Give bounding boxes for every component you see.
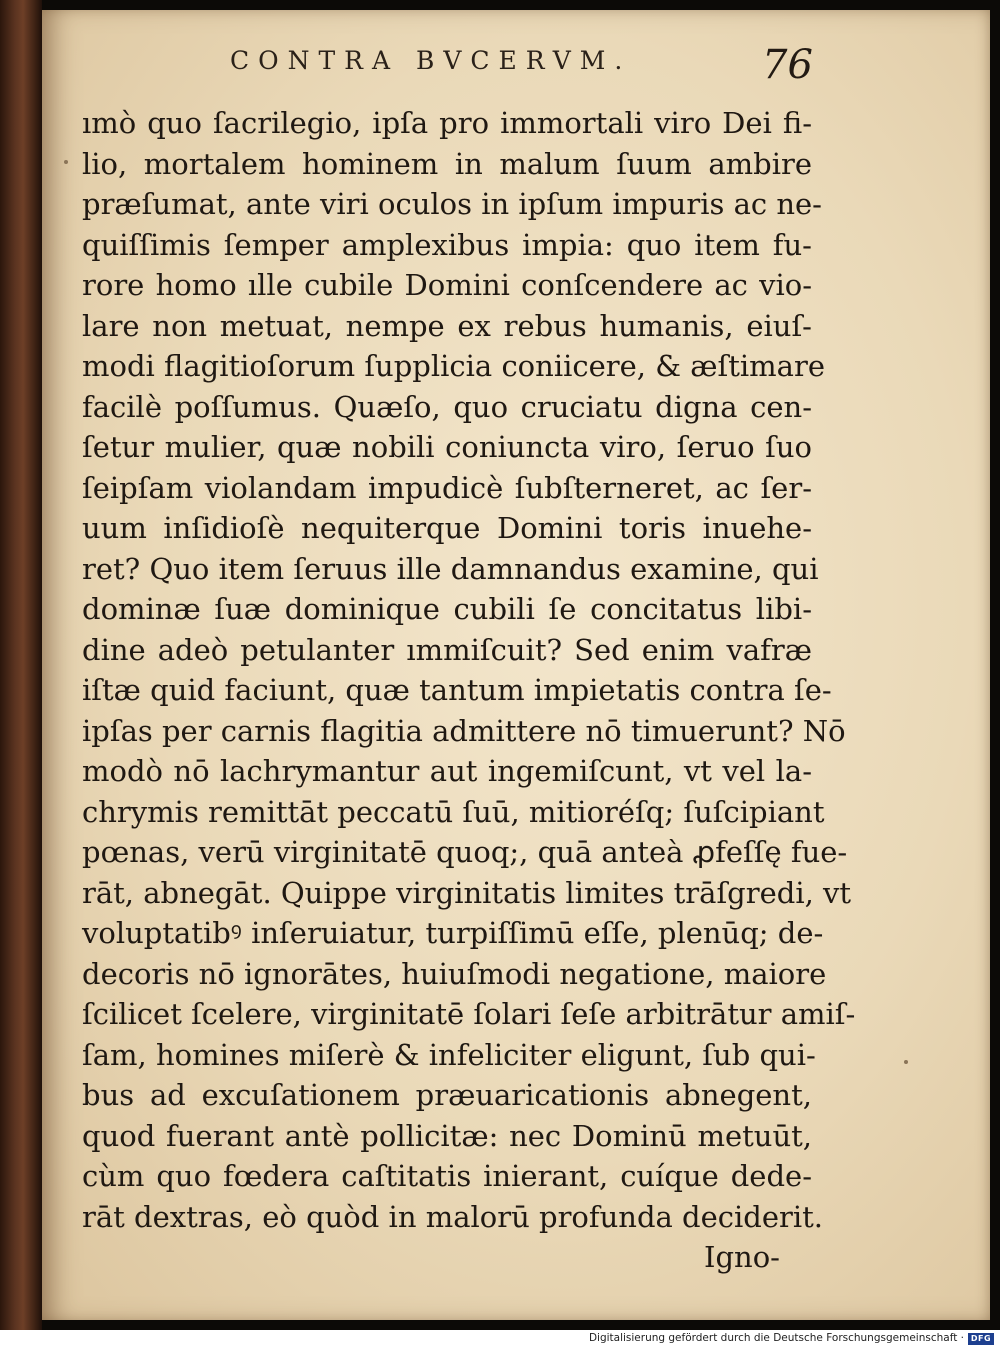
catchword: Igno-: [704, 1240, 780, 1274]
text-line: ımò quo ſacrilegio, ipſa pro immortali viro Dei fi-: [82, 106, 812, 140]
digitization-footer: [0, 1330, 1000, 1349]
text-line: uum inſidioſè nequiterque Domini toris inuehe-: [82, 511, 812, 545]
text-line: facilè poſſumus. Quæſo, quo cruciatu digna cen-: [82, 389, 812, 424]
funding-credit: Digitalisierung gefördert durch die Deutsche Forschungsgemeinschaft ·: [588, 1332, 964, 1344]
text-line: dominæ ſuæ dominique cubili ſe concitatus libi-: [82, 592, 812, 626]
text-line: cùm quo fœdera caſtitatis inierant, cuíque dede-: [82, 1159, 812, 1193]
body-text: [82, 103, 856, 1237]
text-line: ſeipſam violandam impudicè ſubſterneret, ac ſer-: [82, 470, 812, 505]
text-line: ſetur mulier, quæ nobili coniuncta viro, ſeruo ſuo: [82, 430, 812, 464]
text-line: modò nō lachrymantur aut ingemiſcunt, vt vel la-: [82, 754, 812, 788]
text-line: modi flagitioſorum ſupplicia coniicere, & æſtimare: [82, 349, 825, 383]
text-line: ſcilicet ſcelere, virginitatē ſolari ſeſe arbitrātur amiſ-: [82, 997, 856, 1031]
text-line: decoris nō ignorātes, huiuſmodi negatione, maiore: [82, 956, 827, 991]
text-line: lare non metuat, nempe ex rebus humanis, eiuſ-: [82, 308, 812, 343]
text-line: voluptatibꝰ inſeruiatur, turpiſſimū eſſe, plenūq; de-: [82, 916, 824, 950]
book-spine-edge: [0, 0, 42, 1330]
text-line: ſam, homines miſerè & infeliciter eligunt, ſub qui-: [82, 1037, 816, 1072]
text-line: quiſſimis ſemper amplexibus impia: quo item fu-: [82, 227, 812, 262]
text-line: dine adeò petulanter ımmiſcuit? Sed enim vafræ: [82, 632, 812, 667]
dfg-logo-icon: DFG: [968, 1333, 994, 1345]
text-line: rāt dextras, eò quòd in malorū profunda deciderit.: [82, 1199, 824, 1234]
text-line: ipſas per carnis flagitia admittere nō timuerunt? Nō: [82, 713, 846, 748]
page-number: 76: [762, 42, 813, 88]
text-line: ret? Quo item ſeruus ille damnandus examine, qui: [82, 551, 819, 586]
text-line: præſumat, ante viri oculos in ipſum impuris ac ne-: [82, 187, 822, 221]
text-line: pœnas, verū virginitatē quoq;, quā anteà ꝓfeſſę fue-: [82, 835, 848, 869]
margin-speck: [904, 1060, 908, 1064]
text-line: rore homo ılle cubile Domini conſcendere ac vio-: [82, 268, 812, 302]
text-line: bus ad excuſationem præuaricationis abnegent,: [82, 1078, 812, 1112]
text-line: chrymis remittāt peccatū ſuū, mitioréſq; ſuſcipiant: [82, 794, 825, 829]
text-line: iſtæ quid faciunt, quæ tantum impietatis contra ſe-: [82, 673, 832, 707]
text-line: rāt, abnegāt. Quippe virginitatis limites trāſgredi, vt: [82, 875, 852, 910]
text-line: lio, mortalem hominem in malum ſuum ambire: [82, 146, 812, 181]
text-line: quod fuerant antè pollicitæ: nec Dominū metuūt,: [82, 1118, 812, 1153]
book-page: [42, 10, 990, 1320]
margin-speck: [64, 160, 68, 164]
running-head: CONTRA BVCERVM.: [230, 46, 632, 75]
